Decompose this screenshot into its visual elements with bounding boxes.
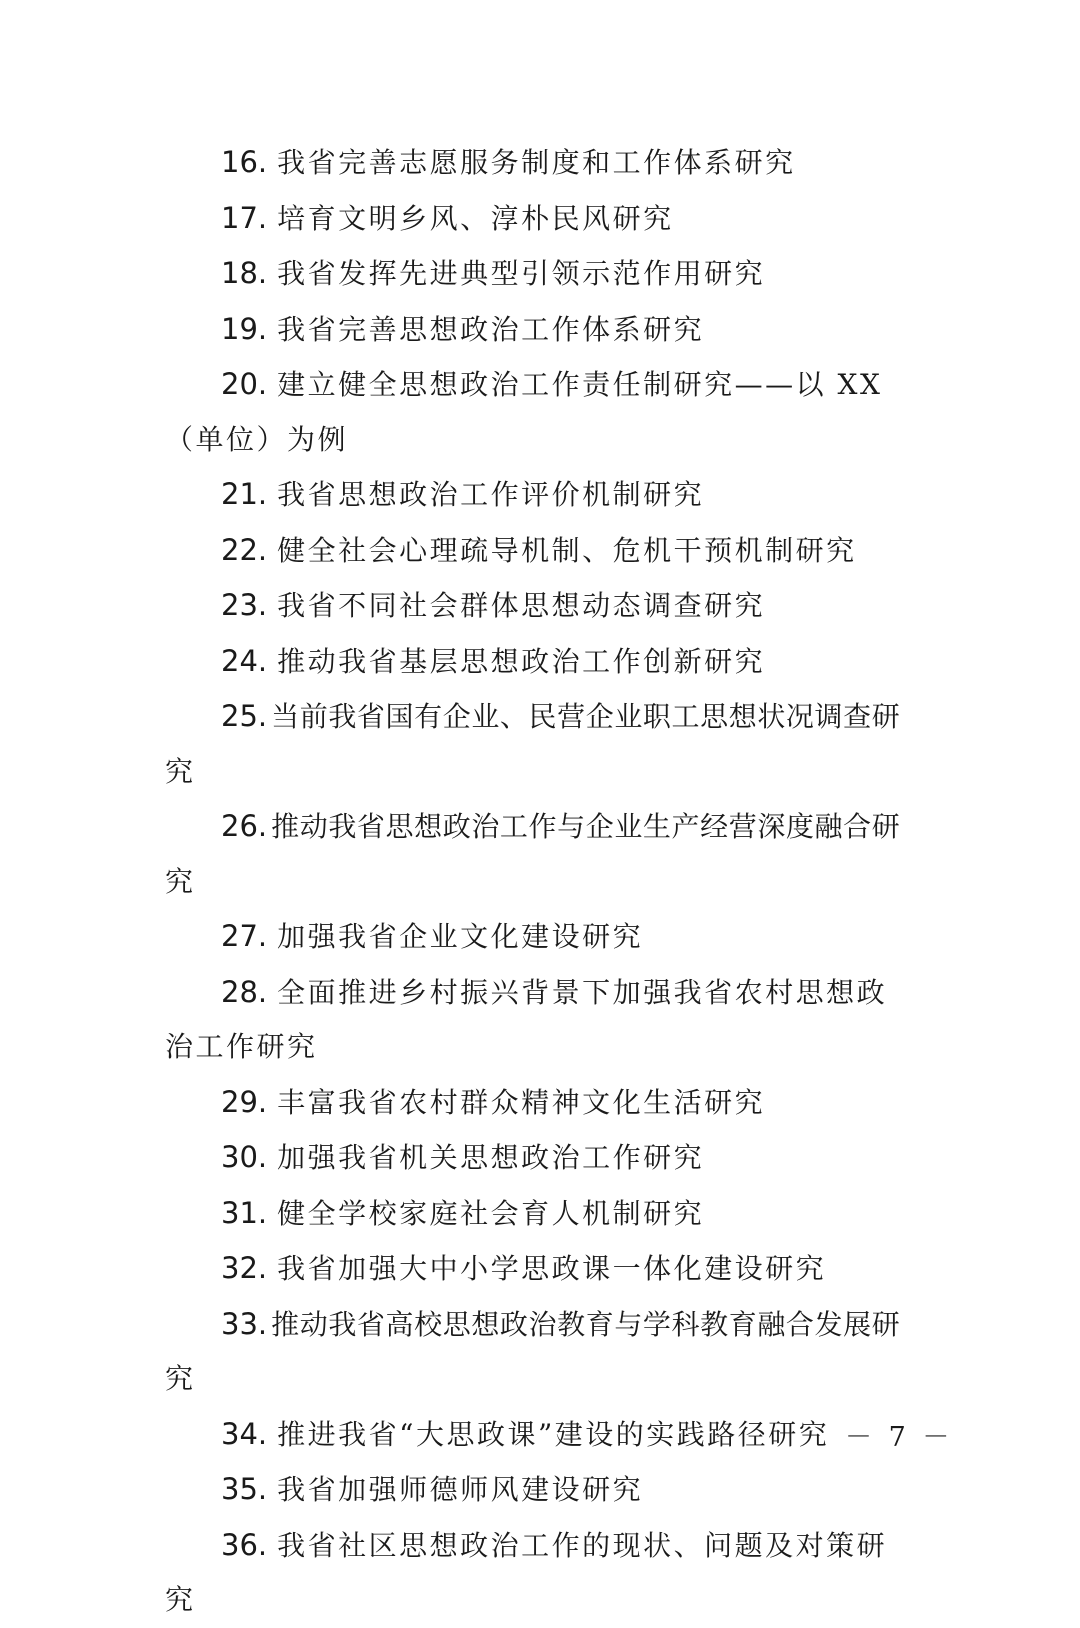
topic-text: 我省加强大中小学思政课一体化建设研究 [277,1252,827,1285]
topic-item-29 [165,1075,917,1131]
topic-text: 当前我省国有企业、民营企业职工思想状况调查研究 [165,700,901,788]
topic-text: 我省加强师德师风建设研究 [277,1473,644,1506]
topic-item-17 [165,191,917,247]
topic-item-31 [165,1186,917,1242]
topic-number: 34. [221,1416,268,1451]
topic-number: 27. [221,919,268,953]
page-number: － 7 － [845,1422,954,1453]
topic-item-32 [165,1241,917,1297]
topic-item-21 [165,467,917,523]
topic-item-36 [165,1518,917,1628]
topic-text: 我省思想政治工作评价机制研究 [277,478,705,511]
topic-text: 加强我省机关思想政治工作研究 [277,1141,705,1174]
topic-item-34 [165,1407,917,1463]
topic-number: 24. [221,643,268,678]
topic-text: 我省完善志愿服务制度和工作体系研究 [277,146,796,179]
topic-text: 丰富我省农村群众精神文化生活研究 [277,1085,766,1119]
topic-item-26 [165,799,917,909]
topic-item-27 [165,909,917,965]
research-topic-list [165,135,917,1628]
topic-text: 培育文明乡风、淳朴民风研究 [277,201,674,235]
topic-item-35 [165,1462,917,1518]
topic-number: 36. [221,1527,268,1562]
topic-text: 建立健全思想政治工作责任制研究——以 XX（单位）为例 [165,368,883,456]
topic-number: 21. [221,477,268,511]
topic-number: 23. [221,588,268,622]
topic-item-16 [165,135,917,191]
topic-number: 29. [221,1084,268,1119]
topic-number: 26. [221,809,268,843]
topic-text: 加强我省企业文化建设研究 [277,920,644,953]
topic-item-33 [165,1297,917,1407]
topic-text: 我省发挥先进典型引领示范作用研究 [277,257,766,290]
topic-item-19 [165,302,917,358]
topic-text: 全面推进乡村振兴背景下加强我省农村思想政治工作研究 [165,975,888,1063]
topic-number: 28. [221,974,268,1009]
topic-text: 健全社会心理疏导机制、危机干预机制研究 [277,533,857,567]
topic-item-24 [165,634,917,690]
topic-item-20 [165,357,917,467]
topic-number: 22. [221,532,268,567]
topic-text: 我省不同社会群体思想动态调查研究 [277,589,766,622]
topic-text: 健全学校家庭社会育人机制研究 [277,1196,705,1230]
topic-text: 推进我省“大思政课”建设的实践路径研究 [277,1417,830,1451]
topic-number: 17. [221,200,268,235]
topic-item-23 [165,578,917,634]
topic-item-22 [165,523,917,579]
topic-number: 30. [221,1140,268,1174]
topic-item-25 [165,689,917,799]
topic-item-28 [165,965,917,1075]
topic-number: 18. [221,256,268,290]
topic-number: 19. [221,311,268,346]
topic-text: 我省社区思想政治工作的现状、问题及对策研究 [165,1528,888,1616]
topic-number: 16. [221,145,268,179]
topic-number: 35. [221,1472,268,1506]
topic-number: 33. [221,1306,268,1341]
topic-text: 推动我省基层思想政治工作创新研究 [277,644,766,678]
topic-number: 20. [221,367,268,401]
topic-item-30 [165,1130,917,1186]
topic-text: 推动我省高校思想政治教育与学科教育融合发展研究 [165,1307,901,1395]
topic-number: 32. [221,1251,268,1285]
topic-number: 25. [221,699,268,733]
topic-number: 31. [221,1195,268,1230]
topic-item-18 [165,246,917,302]
topic-text: 我省完善思想政治工作体系研究 [277,312,705,346]
topic-text: 推动我省思想政治工作与企业生产经营深度融合研究 [165,810,901,898]
